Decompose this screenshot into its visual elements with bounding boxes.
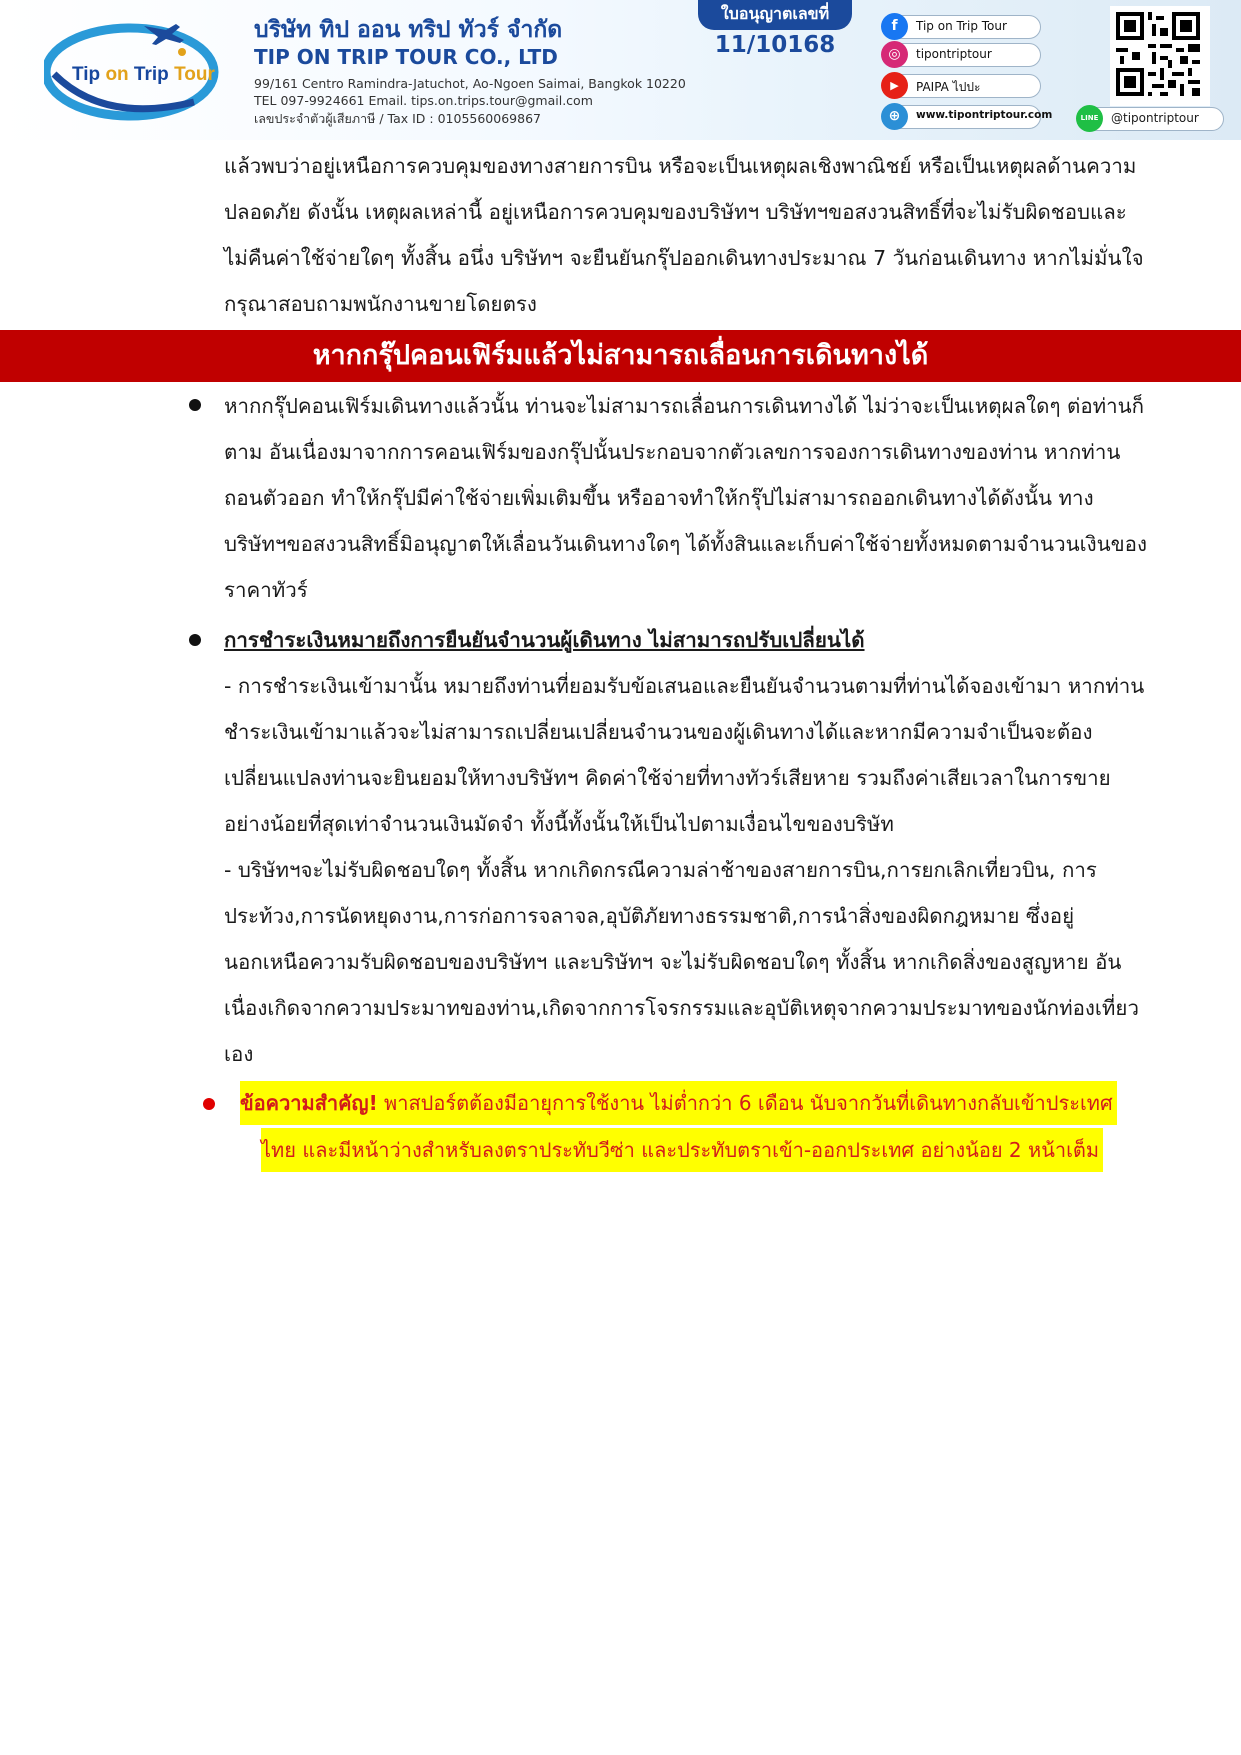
license-number: 11/10168	[714, 32, 836, 58]
company-name-english: TIP ON TRIP TOUR CO., LTD	[254, 45, 558, 69]
social-label: Tip on Trip Tour	[916, 19, 1007, 33]
text-line: หากกรุ๊ปคอนเฟิร์มเดินทางแล้วนั้น ท่านจะไม่สามารถเลื่อนการเดินทางได้ ไม่ว่าจะเป็นเหตุผลใดๆ ต่อท่านก็	[224, 394, 1145, 418]
text-line: ไม่คืนค่าใช้จ่ายใดๆ ทั้งสิ้น อนึ่ง บริษัทฯ จะยืนยันกรุ๊ปออกเดินทางประมาณ 7 วันก่อนเดินทาง หากไม่มั่นใจ	[224, 246, 1144, 270]
line-icon: LINE	[1076, 105, 1103, 132]
social-website[interactable]	[883, 105, 1053, 129]
social-label: @tipontriptour	[1111, 111, 1199, 125]
social-facebook[interactable]	[883, 15, 1041, 39]
important-label: ข้อความสำคัญ!	[240, 1091, 378, 1115]
intro-paragraph	[224, 143, 1184, 327]
text-line: เอง	[224, 1042, 254, 1066]
bullet-paragraph-1	[224, 383, 1184, 613]
company-tax-id: เลขประจำตัวผู้เสียภาษี / Tax ID : 0105560069867	[254, 111, 541, 126]
important-text: พาสปอร์ตต้องมีอายุการใช้งาน ไม่ต่ำกว่า 6 เดือน นับจากวันที่เดินทางกลับเข้าประเทศ	[377, 1091, 1113, 1115]
social-label: www.tipontriptour.com	[916, 109, 1053, 121]
bullet-heading: การชำระเงินหมายถึงการยืนยันจำนวนผู้เดินทาง ไม่สามารถปรับเปลี่ยนได้	[224, 628, 865, 652]
company-contact: TEL 097-9924661 Email. tips.on.trips.tour@gmail.com	[254, 93, 593, 108]
text-line: - บริษัทฯจะไม่รับผิดชอบใดๆ ทั้งสิ้น หากเกิดกรณีความล่าช้าของสายการบิน,การยกเลิกเที่ยวบิน, การ	[224, 858, 1097, 882]
bullet-icon	[189, 399, 201, 411]
bullet-icon	[189, 634, 201, 646]
page-header	[0, 0, 1241, 140]
license-label: ใบอนุญาตเลขที่	[698, 0, 852, 30]
facebook-icon: f	[881, 13, 908, 40]
social-instagram[interactable]	[883, 43, 1041, 67]
text-line: ตาม อันเนื่องมาจากการคอนเฟิร์มของกรุ๊ปนั้นประกอบจากตัวเลขการจองการเดินทางของท่าน หากท่าน	[224, 440, 1121, 464]
text-line: ราคาทัวร์	[224, 578, 308, 602]
text-line: นอกเหนือความรับผิดชอบของบริษัทฯ และบริษัทฯ จะไม่รับผิดชอบใดๆ ทั้งสิ้น หากเกิดสิ่งของสูญหาย อัน	[224, 950, 1122, 974]
website-icon: ⊕	[881, 103, 908, 130]
company-logo	[44, 14, 228, 122]
instagram-icon: ◎	[881, 41, 908, 68]
important-line-1	[240, 1081, 1117, 1125]
company-address: 99/161 Centro Ramindra-Jatuchot, Ao-Ngoen Saimai, Bangkok 10220	[254, 76, 686, 91]
qr-code-icon	[1112, 8, 1204, 100]
bullet-icon	[203, 1098, 215, 1110]
text-line: แล้วพบว่าอยู่เหนือการควบคุมของทางสายการบิน หรือจะเป็นเหตุผลเชิงพาณิชย์ หรือเป็นเหตุผลด้านความ	[224, 154, 1137, 178]
logo-wordmark: Tip on Trip Tour	[72, 64, 215, 85]
social-line[interactable]	[1078, 107, 1224, 131]
text-line: อย่างน้อยที่สุดเท่าจำนวนเงินมัดจำ ทั้งนี้ทั้งนั้นให้เป็นไปตามเงื่อนไขของบริษัท	[224, 812, 894, 836]
qr-code[interactable]	[1110, 6, 1210, 106]
text-line: ชำระเงินเข้ามาแล้วจะไม่สามารถเปลี่ยนเปลี่ยนจำนวนของผู้เดินทางได้และหากมีความจำเป็นจะต้อง	[224, 720, 1093, 744]
social-youtube[interactable]	[883, 74, 1041, 98]
company-name-thai: บริษัท ทิป ออน ทริป ทัวร์ จำกัด	[254, 17, 563, 43]
social-label: tipontriptour	[916, 47, 992, 61]
bullet-paragraph-2	[224, 617, 1184, 1077]
text-line: เปลี่ยนแปลงท่านจะยินยอมให้ทางบริษัทฯ คิดค่าใช้จ่ายที่ทางทัวร์เสียหาย รวมถึงค่าเสียเวลาในการขาย	[224, 766, 1111, 790]
text-line: - การชำระเงินเข้ามานั้น หมายถึงท่านที่ยอมรับข้อเสนอและยืนยันจำนวนตามที่ท่านได้จองเข้ามา หากท่าน	[224, 674, 1145, 698]
text-line: ปลอดภัย ดังนั้น เหตุผลเหล่านี้ อยู่เหนือการควบคุมของบริษัทฯ บริษัทฯขอสงวนสิทธิ์ที่จะไม่รับผิดชอบและ	[224, 200, 1127, 224]
important-line-2: ไทย และมีหน้าว่างสำหรับลงตราประทับวีซ่า และประทับตราเข้า-ออกประเทศ อย่างน้อย 2 หน้าเต็ม	[261, 1128, 1103, 1172]
text-line: ถอนตัวออก ทำให้กรุ๊ปมีค่าใช้จ่ายเพิ่มเติมขึ้น หรืออาจทำให้กรุ๊ปไม่สามารถออกเดินทางได้ดังนั้น ทาง	[224, 486, 1094, 510]
social-label: PAIPA ไปปะ	[916, 80, 981, 94]
text-line: กรุณาสอบถามพนักงานขายโดยตรง	[224, 292, 537, 316]
section-heading: หากกรุ๊ปคอนเฟิร์มแล้วไม่สามารถเลื่อนการเดินทางได้	[0, 330, 1241, 382]
text-line: เนื่องเกิดจากความประมาทของท่าน,เกิดจากการโจรกรรมและอุบัติเหตุจากความประมาทของนักท่องเที่ยว	[224, 996, 1139, 1020]
text-line: ประท้วง,การนัดหยุดงาน,การก่อการจลาจล,อุบัติภัยทางธรรมชาติ,การนำสิ่งของผิดกฎหมาย ซึ่งอยู่	[224, 904, 1075, 928]
youtube-icon: ▶	[881, 72, 908, 99]
text-line: บริษัทฯขอสงวนสิทธิ์มิอนุญาตให้เลื่อนวันเดินทางใดๆ ได้ทั้งสินและเก็บค่าใช้จ่ายทั้งหมดตามจำนวนเงินของ	[224, 532, 1147, 556]
